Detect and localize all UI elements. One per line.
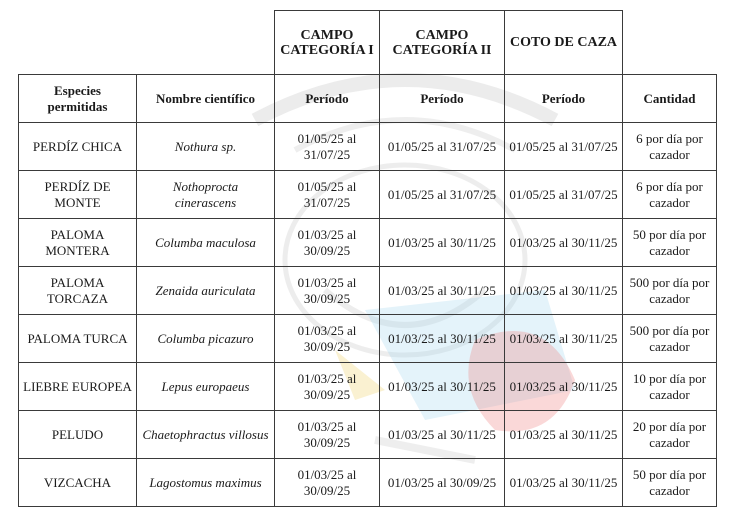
quantity-cell: 6 por día por cazador [623, 123, 717, 171]
quantity-cell: 6 por día por cazador [623, 171, 717, 219]
table-row [19, 171, 717, 219]
quantity-cell: 50 por día por cazador [623, 219, 717, 267]
period-cell: 01/03/25 al 30/11/25 [380, 267, 505, 315]
empty-header-cell [137, 11, 275, 75]
scientific-name-cell: Columba maculosa [137, 219, 275, 267]
group-header-coto: COTO DE CAZA [505, 11, 623, 75]
quantity-cell: 10 por día por cazador [623, 363, 717, 411]
table-row [19, 363, 717, 411]
column-header-row [19, 75, 717, 123]
period-cell: 01/03/25 al 30/11/25 [505, 459, 623, 507]
table-row [19, 315, 717, 363]
species-cell: PALOMA TORCAZA [19, 267, 137, 315]
period-cell: 01/05/25 al 31/07/25 [505, 171, 623, 219]
table-row [19, 411, 717, 459]
period-cell: 01/03/25 al 30/11/25 [505, 267, 623, 315]
col-header-period-3: Período [505, 75, 623, 123]
scientific-name-cell: Nothura sp. [137, 123, 275, 171]
period-cell: 01/05/25 al 31/07/25 [275, 123, 380, 171]
empty-header-cell [19, 11, 137, 75]
period-cell: 01/03/25 al 30/09/25 [275, 315, 380, 363]
species-cell: PERDÍZ DE MONTE [19, 171, 137, 219]
quantity-cell: 500 por día por cazador [623, 267, 717, 315]
scientific-name-cell: Nothoprocta cinerascens [137, 171, 275, 219]
group-header-campo-1: CAMPO CATEGORÍA I [275, 11, 380, 75]
period-cell: 01/03/25 al 30/11/25 [380, 363, 505, 411]
empty-header-cell [623, 11, 717, 75]
period-cell: 01/05/25 al 31/07/25 [380, 123, 505, 171]
group-header-campo-2: CAMPO CATEGORÍA II [380, 11, 505, 75]
period-cell: 01/03/25 al 30/11/25 [505, 411, 623, 459]
period-cell: 01/03/25 al 30/11/25 [505, 315, 623, 363]
period-cell: 01/03/25 al 30/09/25 [275, 459, 380, 507]
period-cell: 01/03/25 al 30/11/25 [505, 363, 623, 411]
species-cell: PALOMA TURCA [19, 315, 137, 363]
col-header-period-2: Período [380, 75, 505, 123]
species-cell: PALOMA MONTERA [19, 219, 137, 267]
scientific-name-cell: Lagostomus maximus [137, 459, 275, 507]
scientific-name-cell: Chaetophractus villosus [137, 411, 275, 459]
quantity-cell: 50 por día por cazador [623, 459, 717, 507]
scientific-name-cell: Lepus europaeus [137, 363, 275, 411]
quantity-cell: 20 por día por cazador [623, 411, 717, 459]
period-cell: 01/03/25 al 30/09/25 [275, 363, 380, 411]
col-header-period-1: Período [275, 75, 380, 123]
period-cell: 01/05/25 al 31/07/25 [505, 123, 623, 171]
group-header-row [19, 11, 717, 75]
scientific-name-cell: Columba picazuro [137, 315, 275, 363]
period-cell: 01/03/25 al 30/09/25 [275, 267, 380, 315]
period-cell: 01/03/25 al 30/09/25 [275, 219, 380, 267]
species-cell: LIEBRE EUROPEA [19, 363, 137, 411]
period-cell: 01/05/25 al 31/07/25 [380, 171, 505, 219]
col-header-species: Especies permitidas [19, 75, 137, 123]
quantity-cell: 500 por día por cazador [623, 315, 717, 363]
table-row [19, 123, 717, 171]
table-row [19, 267, 717, 315]
period-cell: 01/03/25 al 30/11/25 [380, 219, 505, 267]
scientific-name-cell: Zenaida auriculata [137, 267, 275, 315]
period-cell: 01/05/25 al 31/07/25 [275, 171, 380, 219]
period-cell: 01/03/25 al 30/11/25 [505, 219, 623, 267]
period-cell: 01/03/25 al 30/09/25 [380, 459, 505, 507]
species-cell: PELUDO [19, 411, 137, 459]
col-header-quantity: Cantidad [623, 75, 717, 123]
hunting-seasons-table [18, 10, 717, 507]
period-cell: 01/03/25 al 30/11/25 [380, 315, 505, 363]
species-cell: VIZCACHA [19, 459, 137, 507]
species-cell: PERDÍZ CHICA [19, 123, 137, 171]
table-row [19, 219, 717, 267]
period-cell: 01/03/25 al 30/11/25 [380, 411, 505, 459]
table-row [19, 459, 717, 507]
period-cell: 01/03/25 al 30/09/25 [275, 411, 380, 459]
col-header-scientific: Nombre científico [137, 75, 275, 123]
